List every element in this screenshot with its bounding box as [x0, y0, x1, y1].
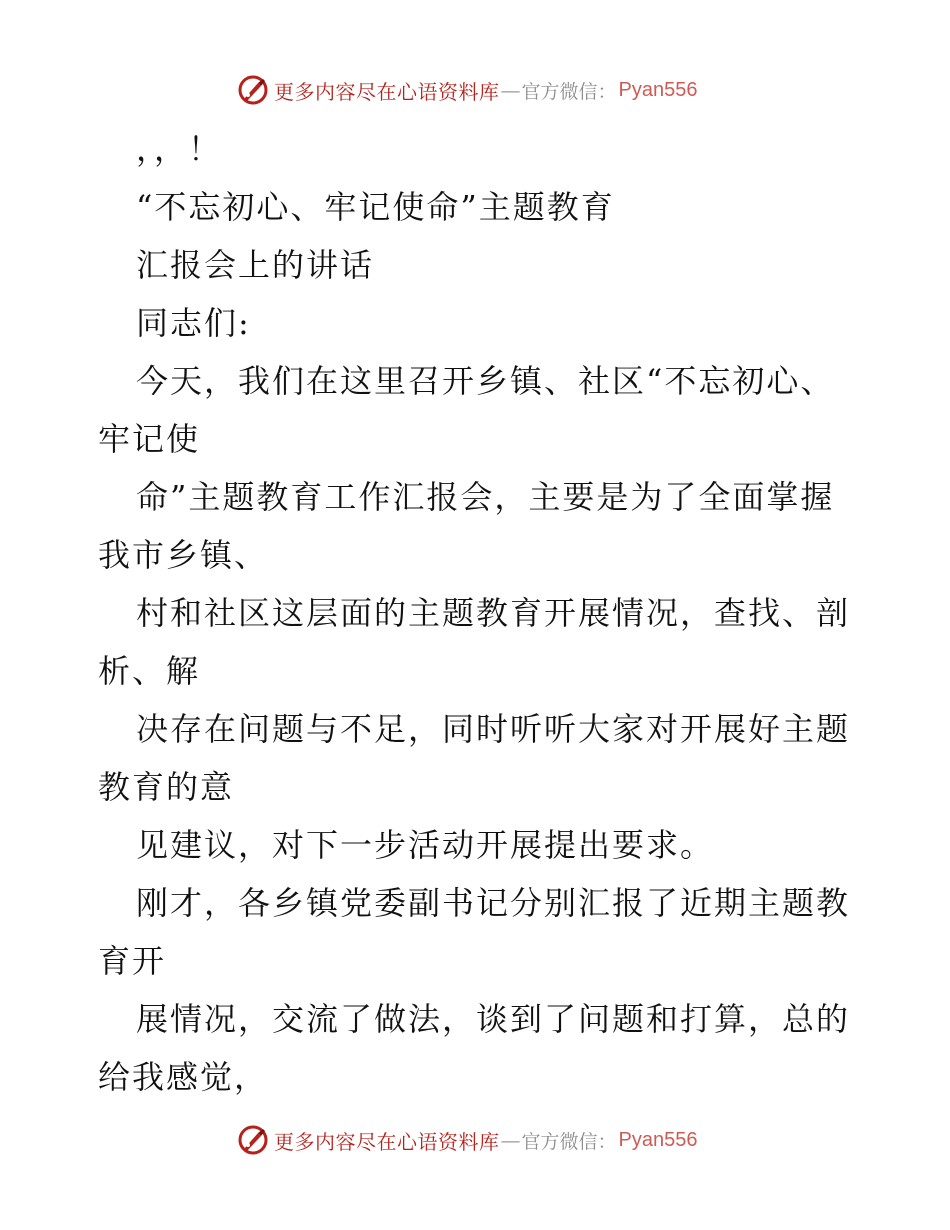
doc-line: 我市乡镇、	[98, 536, 269, 574]
doc-line: 命”主题教育工作汇报会，主要是为了全面掌握	[136, 478, 835, 516]
doc-line: 给我感觉，	[98, 1058, 269, 1096]
doc-salutation: 同志们:	[136, 304, 251, 342]
watermark-wechat-label: 官方微信：	[521, 1130, 617, 1153]
watermark-dash: —	[500, 78, 521, 102]
doc-line: 村和社区这层面的主题教育开展情况，查找、剖	[136, 594, 851, 632]
doc-line: 牢记使	[98, 420, 201, 458]
doc-line: 见建议，对下一步活动开展提出要求。	[136, 826, 715, 864]
pen-circle-logo-icon	[236, 73, 270, 107]
doc-line: 析、解	[98, 652, 201, 690]
watermark-dash: —	[500, 1128, 521, 1152]
watermark-site-text: 更多内容尽在心语资料库	[274, 79, 500, 104]
doc-line: 展情况，交流了做法，谈到了问题和打算，总的	[136, 1000, 851, 1038]
doc-title-line-2: 汇报会上的讲话	[136, 246, 375, 284]
doc-line: 今天，我们在这里召开乡镇、社区“不忘初心、	[136, 362, 835, 400]
doc-line: 刚才，各乡镇党委副书记分别汇报了近期主题教	[136, 884, 851, 922]
watermark-wechat-id: Pyan556	[618, 78, 698, 101]
pen-circle-logo-icon	[236, 1123, 270, 1157]
footer-watermark	[236, 1123, 697, 1157]
watermark-wechat-label: 官方微信：	[521, 80, 617, 103]
watermark-wechat-id: Pyan556	[618, 1128, 698, 1151]
document-body	[98, 120, 878, 1106]
doc-line: 决存在问题与不足，同时听听大家对开展好主题	[136, 710, 851, 748]
header-watermark	[236, 73, 697, 107]
watermark-site-text: 更多内容尽在心语资料库	[274, 1129, 500, 1154]
doc-title-line-1: “不忘初心、牢记使命”主题教育	[136, 188, 615, 226]
doc-line: 教育的意	[98, 768, 235, 806]
doc-line: 育开	[98, 942, 167, 980]
doc-line: ，，！	[136, 130, 223, 168]
